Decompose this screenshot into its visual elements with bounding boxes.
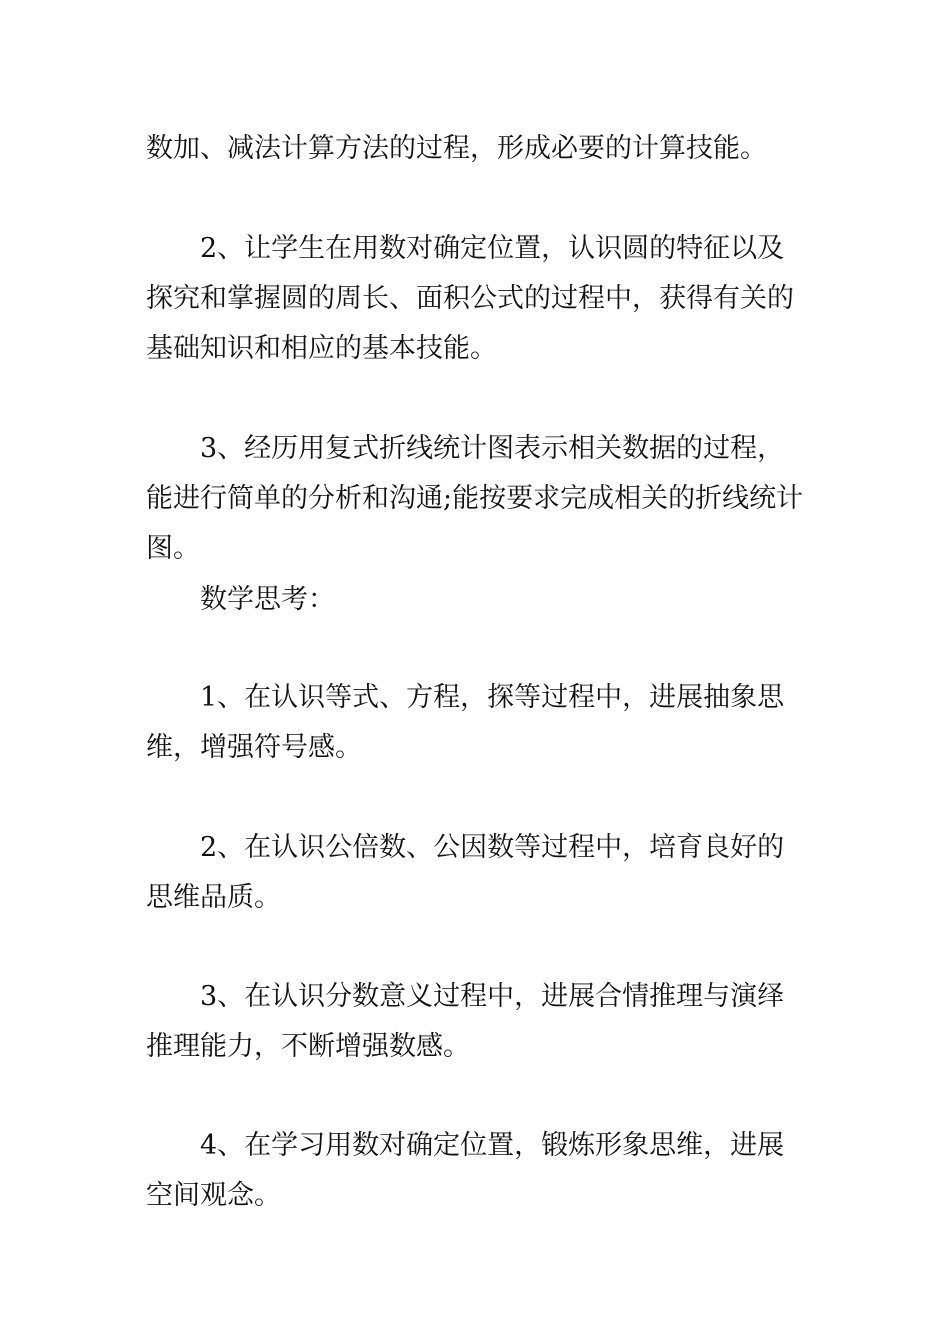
paragraph-thinking-4: 4、在学习用数对确定位置，锻炼形象思维，进展空间观念。 — [146, 1130, 785, 1211]
section-heading-math-thinking: 数学思考： — [200, 584, 335, 615]
paragraph-thinking-1: 1、在认识等式、方程，探等过程中，进展抽象思维，增强符号感。 — [146, 682, 785, 763]
paragraph-skill-3: 3、经历用复式折线统计图表示相关数据的过程，能进行简单的分析和沟通;能按要求完成相关的折线统计图。 — [146, 433, 804, 564]
paragraph-skill-2: 2、让学生在用数对确定位置，认识圆的特征以及探究和掌握圆的周长、面积公式的过程中，获得有关的基础知识和相应的基本技能。 — [146, 233, 794, 364]
paragraph-thinking-3: 3、在认识分数意义过程中，进展合情推理与演绎推理能力，不断增强数感。 — [146, 981, 785, 1062]
paragraph-continuation: 数加、减法计算方法的过程，形成必要的计算技能。 — [146, 133, 767, 164]
paragraph-thinking-2: 2、在认识公倍数、公因数等过程中，培育良好的思维品质。 — [146, 832, 785, 913]
